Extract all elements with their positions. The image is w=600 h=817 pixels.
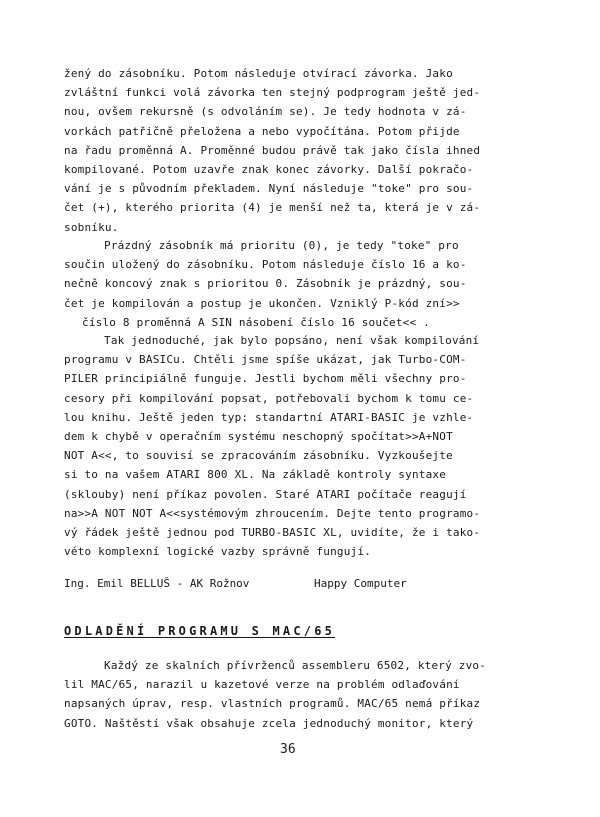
text-line: véto komplexní logické vazby správně fungují. — [64, 545, 372, 559]
text-line: číslo 8 proměnná A SIN násobení číslo 16 součet<< . — [82, 315, 430, 329]
text-line: sobníku. — [64, 220, 119, 234]
text-line: cesory při kompilování popsat, potřebovali bychom k tomu ce- — [64, 391, 474, 405]
magazine-source: Happy Computer — [314, 577, 407, 590]
text-line: vorkách patřičně přeložena a nebo vypočítána. Potom přijde — [64, 124, 460, 138]
text-line: lou knihu. Ještě jeden typ: standartní ATARI-BASIC je vzhle- — [64, 410, 474, 424]
text-line: (sklouby) není příkaz povolen. Staré ATARI počítače reagují — [64, 487, 467, 501]
author-signature: Ing. Emil BELLUŠ - AK Rožnov — [64, 577, 250, 590]
text-line: čet je kompilován a postup je ukončen. Vzniklý P-kód zní>> — [64, 296, 460, 310]
text-line: Tak jednoduché, jak bylo popsáno, není však kompilování — [104, 334, 480, 347]
text-line: vý řádek ještě jednou pod TURBO-BASIC XL, uvidíte, že i tako- — [64, 526, 481, 539]
text-line: Prázdný zásobník má prioritu (0), je tedy "toke" pro — [104, 239, 459, 252]
text-line: programu v BASICu. Chtěli jsme spíše ukázat, jak Turbo-COM- — [64, 353, 467, 367]
text-line: dem k chybě v operačním systému neschopný spočítat>>A+NOT — [64, 430, 453, 443]
text-line: Každý ze skalních přívrženců assembleru 6502, který zvo- — [104, 659, 487, 672]
text-line: NOT A<<, to souvisí se zpracováním zásobníku. Vyzkoušejte — [64, 449, 453, 463]
text-line: čet (+), kterého priorita (4) je menší než ta, která je v zá- — [64, 201, 481, 215]
text-line: nečně koncový znak s prioritou 0. Zásobník je prázdný, sou- — [64, 277, 467, 291]
text-line: na>>A NOT NOT A<<systémovým zhroucením. Dejte tento programo- — [64, 506, 481, 520]
text-line: vání je s původním překladem. Nyní následuje "toke" pro sou- — [64, 182, 474, 196]
text-line: kompilované. Potom uzavře znak konec závorky. Další pokračo- — [64, 163, 474, 176]
text-line: žený do zásobníku. Potom následuje otvírací závorka. Jako — [64, 67, 453, 80]
text-line: si to na vašem ATARI 800 XL. Na základě kontroly syntaxe — [64, 468, 447, 482]
text-line: PILER principiálně funguje. Jestli bychom měli všechny pro- — [64, 372, 467, 386]
text-line: napsaných úprav, resp. vlastních programů. MAC/65 nemá příkaz — [64, 697, 481, 711]
text-line: GOTO. Naštěstí však obsahuje zcela jednoduchý monitor, který — [64, 716, 474, 730]
text-line: na řadu proměnná A. Proměnné budou právě tak jako čísla ihned — [64, 143, 481, 157]
text-line: lil MAC/65, narazil u kazetové verze na problém odlaďování — [64, 678, 460, 692]
text-line: nou, ovšem rekursně (s odvoláním se). Je tedy hodnota v zá- — [64, 105, 467, 119]
text-line: zvláštní funkci volá závorka ten stejný podprogram ještě jed- — [64, 86, 481, 100]
text-line: součin uložený do zásobníku. Potom následuje číslo 16 a ko- — [64, 258, 467, 272]
section-heading: ODLADĚNÍ PROGRAMU S MAC/65 — [64, 624, 336, 638]
page-number: 36 — [280, 742, 296, 757]
